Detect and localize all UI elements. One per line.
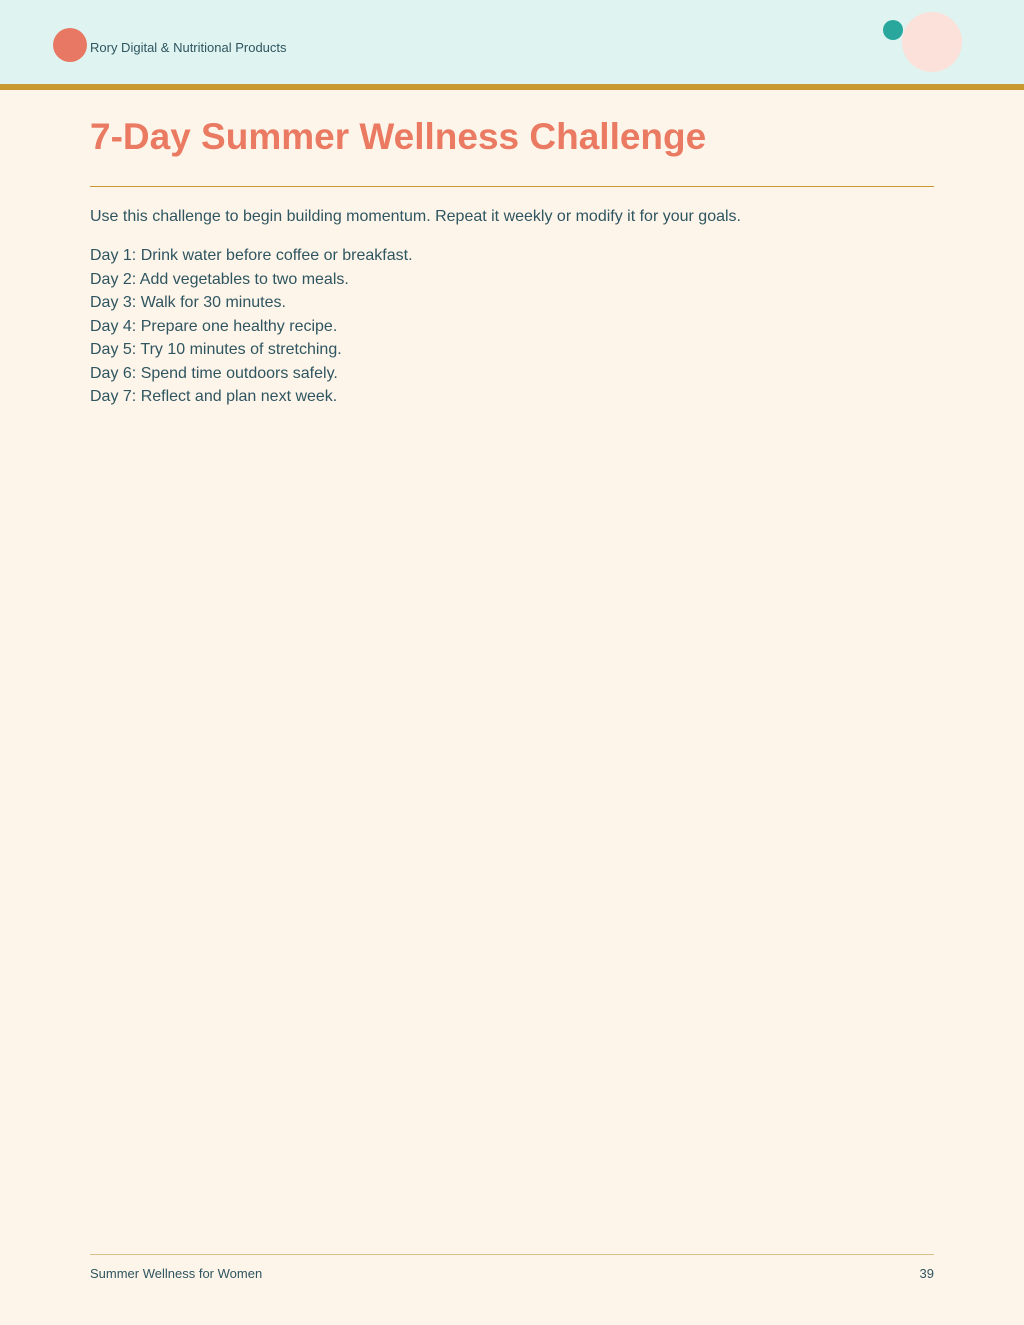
page-number: 39: [919, 1266, 934, 1281]
footer-book-title: Summer Wellness for Women: [90, 1266, 263, 1281]
list-item: Day 5: Try 10 minutes of stretching.: [90, 341, 342, 358]
list-item: Day 4: Prepare one healthy recipe.: [90, 317, 338, 335]
decorative-circle-large-icon: [902, 12, 962, 72]
brand-name: Rory Digital & Nutritional Products: [90, 40, 287, 55]
page-title: 7-Day Summer Wellness Challenge: [90, 116, 707, 157]
footer-divider: [90, 1254, 934, 1255]
decorative-circle-small-icon: [883, 20, 903, 40]
list-item: Day 3: Walk for 30 minutes.: [90, 294, 286, 311]
intro-paragraph: Use this challenge to begin building momentum. Repeat it weekly or modify it for your goals.: [90, 208, 741, 225]
list-item: Day 2: Add vegetables to two meals.: [90, 270, 349, 288]
brand-logo-icon: [53, 28, 87, 62]
challenge-day-list: [90, 244, 413, 409]
title-divider: [90, 186, 934, 187]
list-item: Day 6: Spend time outdoors safely.: [90, 364, 338, 382]
list-item: Day 7: Reflect and plan next week.: [90, 388, 338, 405]
header-divider: [0, 84, 1024, 90]
list-item: Day 1: Drink water before coffee or breakfast.: [90, 247, 413, 264]
